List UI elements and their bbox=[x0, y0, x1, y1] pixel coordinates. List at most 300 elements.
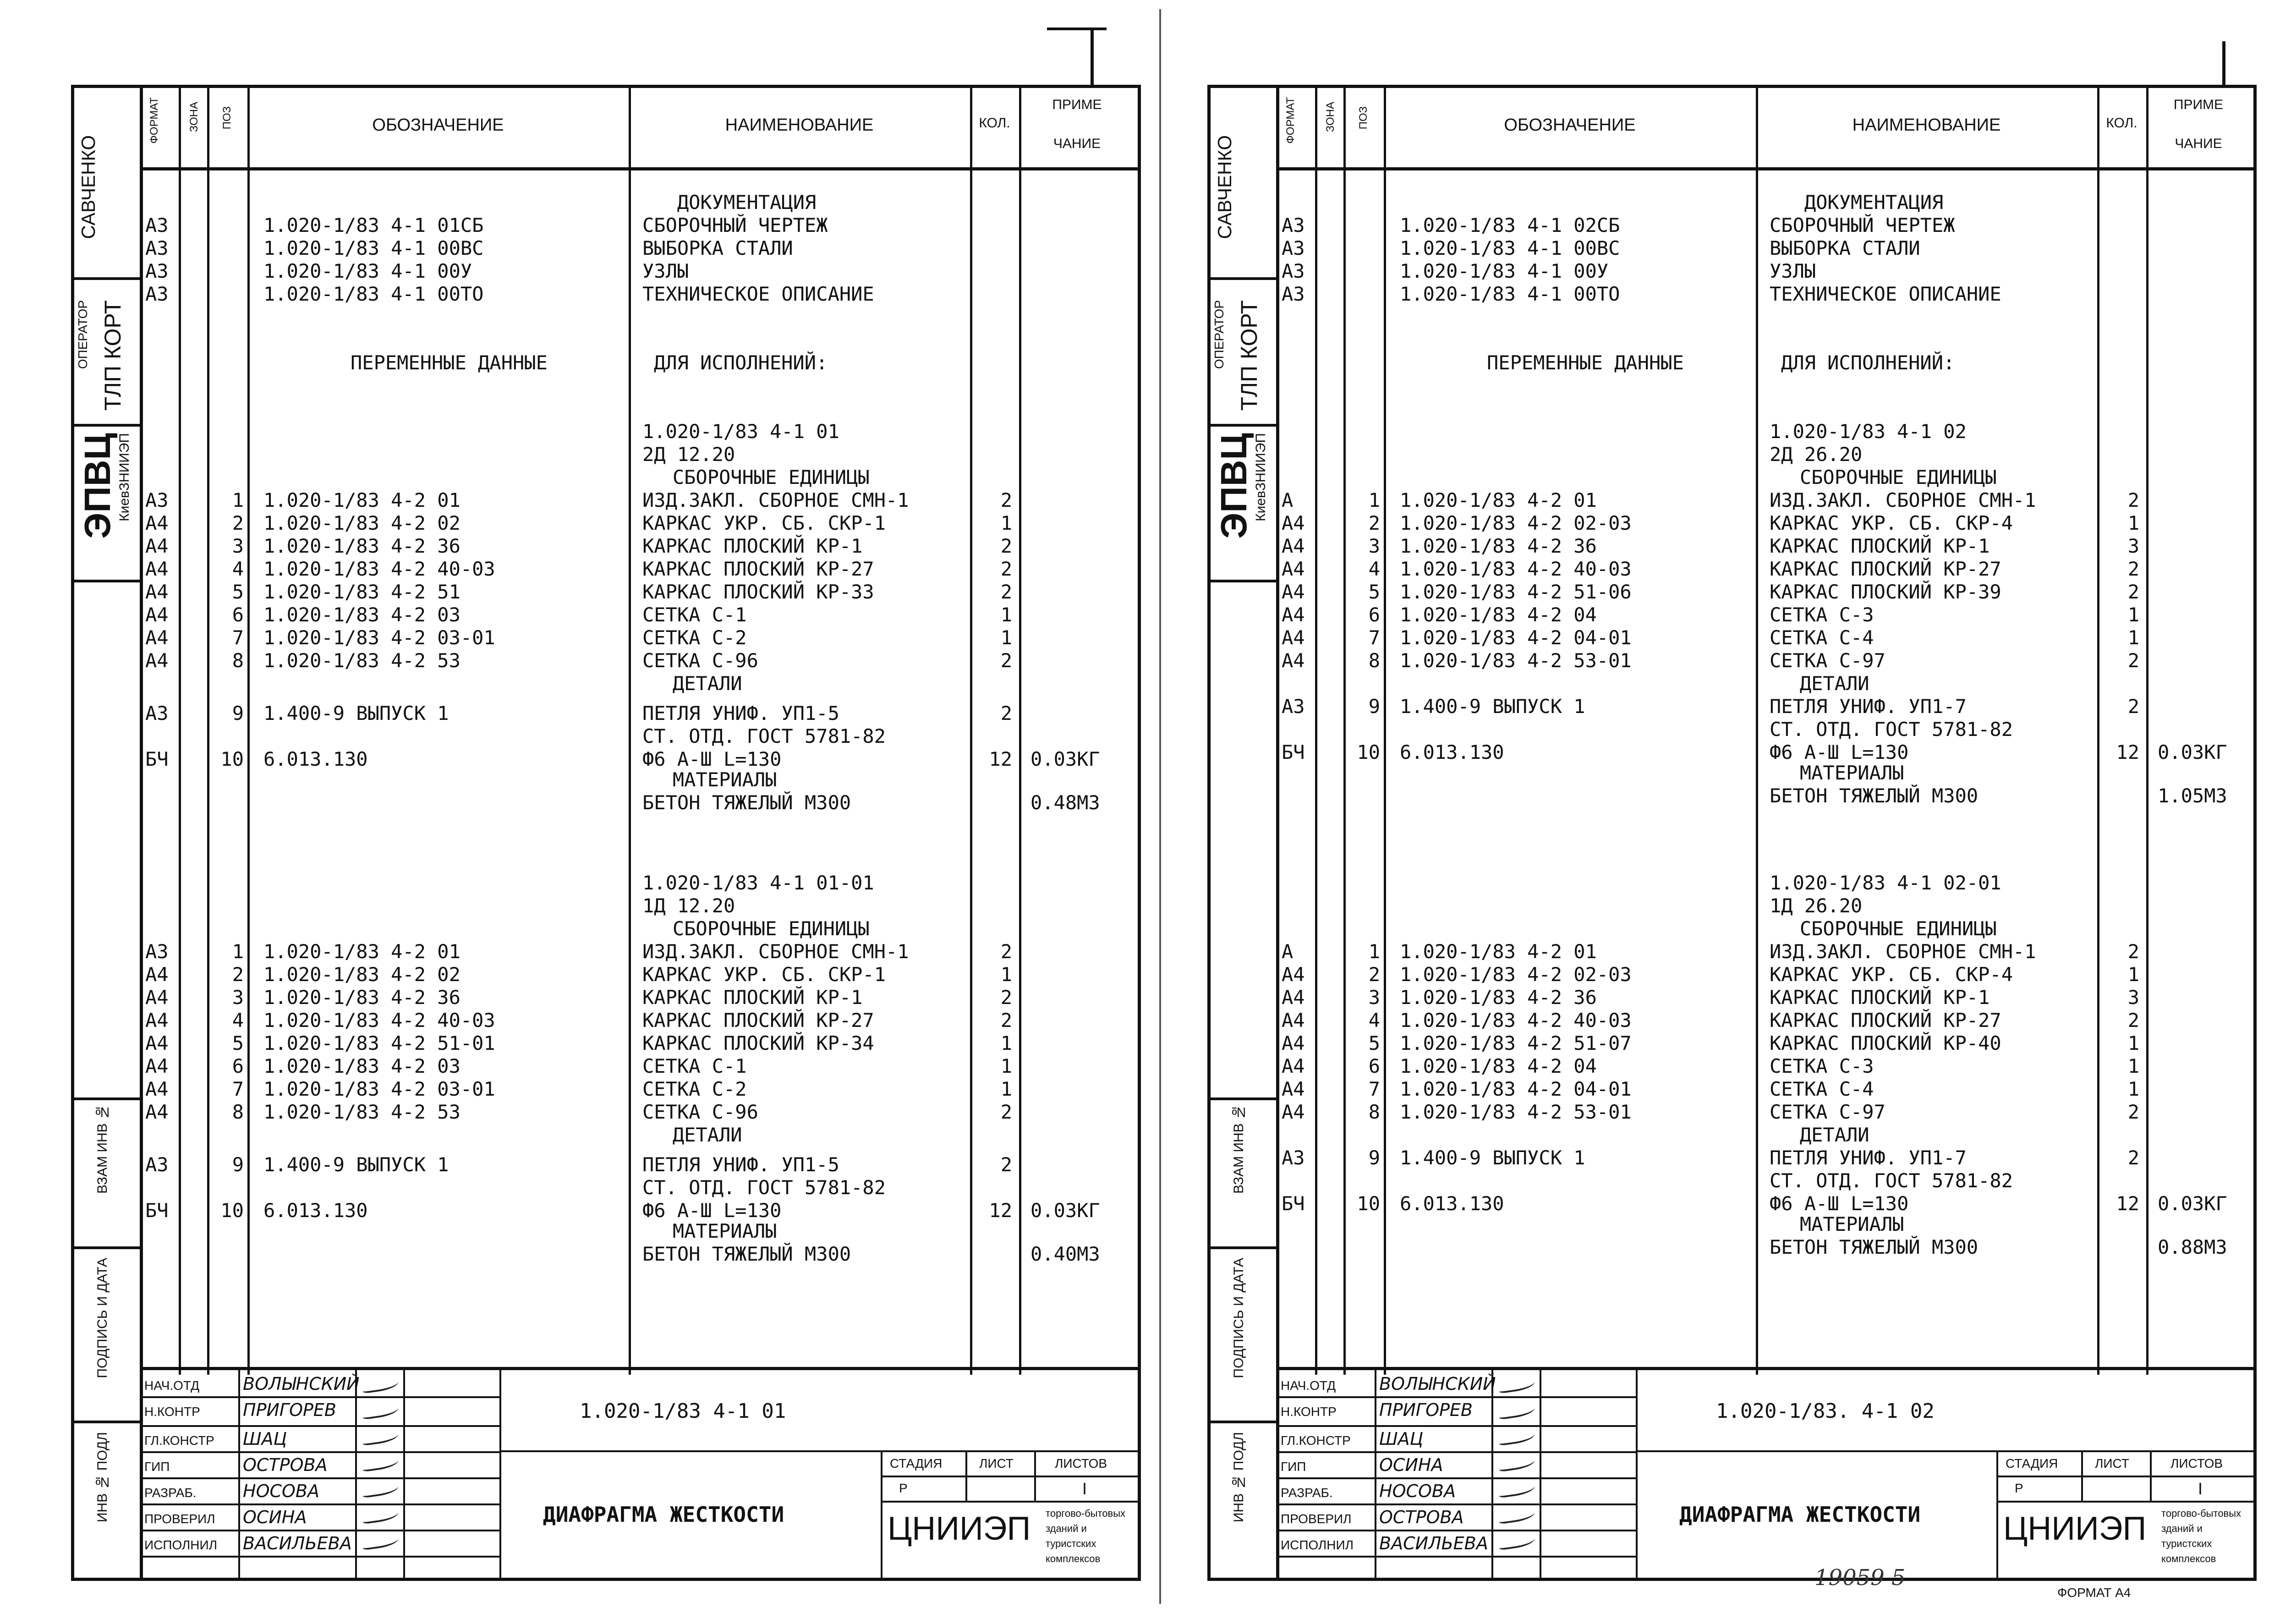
tb-sheet-label: ЛИСТ bbox=[979, 1456, 1014, 1470]
cell-name: СЕТКА С-2 bbox=[642, 626, 747, 649]
side-line bbox=[71, 1246, 140, 1249]
variable-data-right: ДЛЯ ИСПОЛНЕНИЙ: bbox=[654, 351, 828, 374]
tb-org-sub: туристских bbox=[1046, 1538, 1096, 1549]
cell-format: А bbox=[1282, 940, 1293, 963]
cell-pos: 10 bbox=[220, 1199, 244, 1222]
tb-person: ВОЛЫНСКИЙ bbox=[243, 1374, 360, 1394]
cell-name: КАРКАС ПЛОСКИЙ КР-27 bbox=[1770, 558, 2001, 580]
section-heading: МАТЕРИАЛЫ bbox=[1765, 762, 1904, 784]
tb-role: Н.КОНТР bbox=[1281, 1405, 1337, 1419]
cell-designation: 1.020-1/83 4-2 01 bbox=[263, 489, 460, 511]
cell-name: СЕТКА С-1 bbox=[642, 1055, 747, 1077]
tb-divider bbox=[499, 1370, 501, 1581]
group-title: 1.020-1/83 4-1 02-01 bbox=[1770, 872, 2001, 894]
tb-code: 1.020-1/83. 4-1 02 bbox=[1716, 1399, 1935, 1423]
cell-format: А3 bbox=[145, 283, 169, 305]
cell-name: КАРКАС ПЛОСКИЙ КР-27 bbox=[642, 558, 874, 580]
side-epvc: ЭПВЦ bbox=[1213, 433, 1254, 539]
cell-qty: 2 bbox=[2127, 1147, 2139, 1169]
cell-name: СЕТКА С-97 bbox=[1770, 1101, 1885, 1123]
cell-format: А4 bbox=[1282, 604, 1305, 626]
cell-pos: 10 bbox=[220, 748, 244, 770]
cell-format: А4 bbox=[145, 1009, 169, 1031]
header-pos: ПОЗ bbox=[1357, 106, 1370, 130]
tb-role: Н.КОНТР bbox=[144, 1405, 200, 1419]
cell-name: КАРКАС УКР. СБ. СКР-1 bbox=[642, 963, 886, 986]
cell-format: А4 bbox=[145, 1078, 169, 1100]
side-kiev: КиевЗНИИЭП bbox=[117, 433, 132, 521]
header-qty: КОЛ. bbox=[2106, 115, 2138, 131]
cell-qty: 2 bbox=[1000, 986, 1012, 1009]
cell-name: КАРКАС ПЛОСКИЙ КР-27 bbox=[1770, 1009, 2001, 1031]
cell-qty: 1 bbox=[1000, 1055, 1012, 1077]
tb-person: ОСТРОВА bbox=[1379, 1507, 1464, 1527]
cell-designation: 1.020-1/83 4-2 04 bbox=[1400, 1055, 1597, 1077]
cell-designation: 1.020-1/83 4-2 03-01 bbox=[263, 626, 495, 649]
cell-pos: 2 bbox=[1368, 512, 1380, 534]
cell-pos: 2 bbox=[1368, 963, 1380, 986]
side-podpis: ПОДПИСЬ И ДАТА bbox=[95, 1258, 110, 1378]
cell-pos: 1 bbox=[1368, 940, 1380, 963]
cell-name: Ф6 А-Ш L=130 bbox=[1770, 741, 1909, 763]
tb-divider bbox=[1491, 1370, 1493, 1581]
cell-pos: 4 bbox=[232, 1009, 244, 1031]
cell-designation: 1.020-1/83 4-2 02 bbox=[263, 963, 460, 986]
tb-divider bbox=[1540, 1370, 1541, 1581]
tb-person: ВАСИЛЬЕВА bbox=[243, 1533, 352, 1553]
tb-role: ГЛ.КОНСТР bbox=[1281, 1433, 1351, 1448]
cell-name: СЕТКА С-3 bbox=[1770, 1055, 1874, 1077]
cell-name: ПЕТЛЯ УНИФ. УП1-5 bbox=[642, 702, 839, 724]
cell-pos: 5 bbox=[232, 1032, 244, 1054]
cell-designation: 1.020-1/83 4-1 00ВС bbox=[1400, 237, 1620, 259]
tb-title: ДИАФРАГМА ЖЕСТКОСТИ bbox=[543, 1502, 784, 1527]
cell-name: ДОКУМЕНТАЦИЯ bbox=[1770, 191, 1944, 214]
signature-mark bbox=[1498, 1403, 1536, 1420]
cell-note: 0.48М3 bbox=[1030, 791, 1100, 814]
tb-row-line bbox=[140, 1503, 499, 1505]
tb-role: НАЧ.ОТД bbox=[144, 1378, 200, 1393]
tb-person: ОСТРОВА bbox=[243, 1455, 328, 1475]
cell-designation: 1.020-1/83 4-2 01 bbox=[1400, 940, 1597, 963]
cell-qty: 1 bbox=[1000, 626, 1012, 649]
tb-row-line bbox=[140, 1451, 499, 1453]
cell-designation: 1.020-1/83 4-2 51-01 bbox=[263, 1032, 495, 1054]
cell-name: КАРКАС ПЛОСКИЙ КР-27 bbox=[642, 1009, 874, 1031]
center-fold-line bbox=[1159, 9, 1161, 1604]
cell-pos: 10 bbox=[1357, 741, 1380, 763]
cell-format: А4 bbox=[145, 558, 169, 580]
cell-designation: 6.013.130 bbox=[1400, 1192, 1504, 1215]
cell-qty: 1 bbox=[2127, 1078, 2139, 1100]
signature-mark bbox=[362, 1455, 400, 1472]
side-inv: ИНВ № ПОДЛ bbox=[1231, 1432, 1246, 1523]
side-line bbox=[1207, 1421, 1276, 1423]
tb-role: ИСПОЛНИЛ bbox=[144, 1538, 218, 1552]
section-heading: СБОРОЧНЫЕ ЕДИНИЦЫ bbox=[638, 466, 870, 488]
side-line bbox=[1207, 424, 1276, 427]
tb-divider bbox=[1375, 1370, 1376, 1581]
side-line bbox=[71, 1097, 140, 1100]
cell-format: А3 bbox=[1282, 214, 1305, 236]
tb-stage-value: Р bbox=[899, 1481, 908, 1495]
cell-note: 0.40М3 bbox=[1030, 1243, 1100, 1265]
cell-name: ТЕХНИЧЕСКОЕ ОПИСАНИЕ bbox=[1770, 283, 2001, 305]
side-line bbox=[71, 580, 140, 582]
signature-mark bbox=[1498, 1534, 1536, 1551]
cell-designation: 1.020-1/83 4-1 00ТО bbox=[263, 283, 484, 305]
cell-designation: 1.020-1/83 4-2 51 bbox=[263, 581, 460, 603]
cell-format: А4 bbox=[145, 649, 169, 672]
tb-code: 1.020-1/83 4-1 01 bbox=[580, 1399, 786, 1423]
tb-row-line bbox=[140, 1396, 499, 1398]
side-epvc: ЭПВЦ bbox=[77, 433, 118, 539]
cell-format: А4 bbox=[1282, 626, 1305, 649]
cell-format: А4 bbox=[1282, 581, 1305, 603]
header-note-2: ЧАНИЕ bbox=[2175, 136, 2222, 151]
cell-format: БЧ bbox=[1282, 1192, 1305, 1215]
cell-format: А bbox=[1282, 489, 1293, 511]
cell-pos: 1 bbox=[232, 489, 244, 511]
section-heading: ДЕТАЛИ bbox=[1765, 1124, 1869, 1146]
cell-name: ПЕТЛЯ УНИФ. УП1-7 bbox=[1770, 695, 1967, 718]
cell-designation: 1.020-1/83 4-2 36 bbox=[263, 986, 460, 1009]
tb-role: ИСПОЛНИЛ bbox=[1281, 1538, 1354, 1552]
tb-role: ПРОВЕРИЛ bbox=[144, 1512, 215, 1526]
signature-mark bbox=[362, 1481, 400, 1498]
cell-format: А4 bbox=[1282, 1032, 1305, 1054]
tb-stage-label: СТАДИЯ bbox=[2006, 1456, 2058, 1470]
tb-sheets-label: ЛИСТОВ bbox=[1055, 1456, 1107, 1470]
signature-mark bbox=[362, 1429, 400, 1446]
cell-name: СТ. ОТД. ГОСТ 5781-82 bbox=[642, 1176, 886, 1199]
cell-designation: 1.020-1/83 4-2 51-07 bbox=[1400, 1032, 1632, 1054]
cell-note: 0.88М3 bbox=[2158, 1236, 2227, 1258]
cell-pos: 2 bbox=[232, 963, 244, 986]
tb-org-sub: торгово-бытовых bbox=[1046, 1508, 1126, 1519]
cell-pos: 2 bbox=[232, 512, 244, 534]
cell-pos: 8 bbox=[1368, 649, 1380, 672]
tb-divider bbox=[1636, 1370, 1638, 1581]
tb-row-line bbox=[140, 1477, 499, 1479]
cell-name: ВЫБОРКА СТАЛИ bbox=[642, 237, 793, 259]
tb-org-sub: зданий и bbox=[1046, 1523, 1087, 1534]
tb-person: ШАЦ bbox=[1379, 1429, 1424, 1449]
tb-row-line bbox=[1276, 1556, 1636, 1558]
cell-name: СТ. ОТД. ГОСТ 5781-82 bbox=[1770, 718, 2013, 741]
side-vzam: ВЗАМ ИНВ № bbox=[95, 1104, 110, 1194]
cell-designation: 1.020-1/83 4-1 00ТО bbox=[1400, 283, 1620, 305]
cell-designation: 1.020-1/83 4-2 40-03 bbox=[263, 1009, 495, 1031]
cell-format: А3 bbox=[1282, 283, 1305, 305]
column-divider bbox=[1343, 85, 1346, 1375]
cell-pos: 8 bbox=[1368, 1101, 1380, 1123]
section-heading: СБОРОЧНЫЕ ЕДИНИЦЫ bbox=[638, 917, 870, 940]
cell-qty: 2 bbox=[2127, 558, 2139, 580]
cell-format: А4 bbox=[145, 604, 169, 626]
cell-name: СЕТКА С-96 bbox=[642, 1101, 758, 1123]
cell-qty: 2 bbox=[2127, 581, 2139, 603]
cell-pos: 1 bbox=[1368, 489, 1380, 511]
tb-divider bbox=[1996, 1450, 1998, 1581]
cell-designation: 1.020-1/83 4-2 51-06 bbox=[1400, 581, 1632, 603]
cell-format: А4 bbox=[145, 581, 169, 603]
cell-name: СБОРОЧНЫЙ ЧЕРТЕЖ bbox=[642, 214, 828, 236]
cell-pos: 8 bbox=[232, 1101, 244, 1123]
cell-qty: 1 bbox=[1000, 1032, 1012, 1054]
cell-format: А3 bbox=[145, 214, 169, 236]
header-designation: ОБОЗНАЧЕНИЕ bbox=[372, 115, 504, 135]
tb-person: ПРИГОРЕВ bbox=[243, 1400, 336, 1420]
side-podpis: ПОДПИСЬ И ДАТА bbox=[1231, 1258, 1246, 1378]
column-divider bbox=[1315, 85, 1317, 1375]
cell-name: КАРКАС УКР. СБ. СКР-1 bbox=[642, 512, 886, 534]
cell-format: А4 bbox=[145, 1032, 169, 1054]
tb-divider bbox=[2150, 1450, 2152, 1501]
cell-qty: 1 bbox=[2127, 1032, 2139, 1054]
tb-sheets-value: I bbox=[2198, 1479, 2203, 1498]
tb-row-line bbox=[1276, 1503, 1636, 1505]
cell-qty: 3 bbox=[2127, 986, 2139, 1009]
cell-format: А4 bbox=[1282, 1101, 1305, 1123]
tb-divider bbox=[355, 1370, 357, 1581]
header-pos: ПОЗ bbox=[221, 106, 233, 130]
cell-designation: 1.020-1/83 4-2 40-03 bbox=[1400, 1009, 1632, 1031]
cell-name: КАРКАС УКР. СБ. СКР-4 bbox=[1770, 963, 2013, 986]
cell-format: А4 bbox=[145, 535, 169, 557]
cell-format: А3 bbox=[1282, 260, 1305, 282]
tb-row-line bbox=[140, 1556, 499, 1558]
cell-format: А4 bbox=[145, 963, 169, 986]
side-line bbox=[1207, 1097, 1276, 1100]
cell-name: УЗЛЫ bbox=[1770, 260, 1816, 282]
cell-name: ТЕХНИЧЕСКОЕ ОПИСАНИЕ bbox=[642, 283, 874, 305]
cell-name: СЕТКА С-2 bbox=[642, 1078, 747, 1100]
header-zone: ЗОНА bbox=[1324, 102, 1337, 132]
section-heading: МАТЕРИАЛЫ bbox=[638, 768, 777, 791]
cell-qty: 2 bbox=[1000, 649, 1012, 672]
variable-data-left: ПЕРЕМЕННЫЕ ДАННЫЕ bbox=[1487, 351, 1684, 374]
side-line bbox=[1207, 580, 1276, 582]
group-subtitle: 2Д 12.20 bbox=[642, 443, 735, 466]
tb-divider bbox=[238, 1370, 240, 1581]
signature-mark bbox=[1498, 1429, 1536, 1446]
side-operator: ОПЕРАТОР bbox=[76, 300, 90, 369]
cell-qty: 2 bbox=[2127, 1009, 2139, 1031]
header-zone: ЗОНА bbox=[188, 102, 200, 132]
cell-format: А4 bbox=[1282, 649, 1305, 672]
cell-pos: 3 bbox=[1368, 535, 1380, 557]
header-name: НАИМЕНОВАНИЕ bbox=[1852, 115, 2001, 135]
cell-name: ДОКУМЕНТАЦИЯ bbox=[642, 191, 817, 214]
group-subtitle: 1Д 12.20 bbox=[642, 894, 735, 917]
cell-qty: 1 bbox=[1000, 963, 1012, 986]
binding-mark-left-stem bbox=[1091, 27, 1094, 85]
column-divider bbox=[179, 85, 181, 1375]
header-note-2: ЧАНИЕ bbox=[1053, 136, 1101, 151]
cell-designation: 1.020-1/83 4-2 40-03 bbox=[1400, 558, 1632, 580]
cell-designation: 1.020-1/83 4-2 53 bbox=[263, 649, 460, 672]
side-savchenko: САВЧЕНКО bbox=[1214, 135, 1235, 239]
cell-designation: 1.020-1/83 4-2 02-03 bbox=[1400, 963, 1632, 986]
cell-designation: 6.013.130 bbox=[263, 1199, 368, 1222]
cell-name: СТ. ОТД. ГОСТ 5781-82 bbox=[642, 725, 886, 747]
sheet-right bbox=[1207, 85, 2257, 1581]
binding-mark-left bbox=[1047, 27, 1107, 30]
cell-name: ИЗД.ЗАКЛ. СБОРНОЕ СМН-1 bbox=[1770, 940, 2036, 963]
cell-designation: 1.400-9 ВЫПУСК 1 bbox=[1400, 1147, 1585, 1169]
cell-designation: 1.020-1/83 4-2 04-01 bbox=[1400, 1078, 1632, 1100]
cell-format: А4 bbox=[145, 986, 169, 1009]
cell-pos: 7 bbox=[1368, 1078, 1380, 1100]
cell-designation: 1.020-1/83 4-2 03-01 bbox=[263, 1078, 495, 1100]
side-line bbox=[71, 277, 140, 280]
tb-person: ВАСИЛЬЕВА bbox=[1379, 1533, 1488, 1553]
tb-org: ЦНИИЭП bbox=[2003, 1510, 2147, 1547]
cell-qty: 12 bbox=[989, 748, 1012, 770]
tb-row-line bbox=[1276, 1530, 1636, 1531]
variable-data-left: ПЕРЕМЕННЫЕ ДАННЫЕ bbox=[351, 351, 548, 374]
header-note-1: ПРИМЕ bbox=[2173, 97, 2224, 112]
tb-role: ГЛ.КОНСТР bbox=[144, 1433, 214, 1448]
cell-format: А3 bbox=[145, 940, 169, 963]
side-line bbox=[71, 1421, 140, 1423]
cell-name: ПЕТЛЯ УНИФ. УП1-5 bbox=[642, 1153, 839, 1176]
cell-qty: 2 bbox=[2127, 695, 2139, 718]
cell-qty: 2 bbox=[2127, 1101, 2139, 1123]
tb-person: ВОЛЫНСКИЙ bbox=[1379, 1374, 1496, 1394]
tb-person: ШАЦ bbox=[243, 1429, 287, 1449]
cell-qty: 1 bbox=[2127, 512, 2139, 534]
cell-format: А3 bbox=[145, 1153, 169, 1176]
cell-qty: 2 bbox=[1000, 1009, 1012, 1031]
group-title: 1.020-1/83 4-1 01-01 bbox=[642, 872, 874, 894]
signature-mark bbox=[1498, 1508, 1536, 1525]
side-line bbox=[1207, 1246, 1276, 1249]
cell-name: УЗЛЫ bbox=[642, 260, 689, 282]
tb-org-sub: туристских bbox=[2161, 1538, 2212, 1549]
tb-role: ГИП bbox=[144, 1459, 170, 1474]
cell-name: КАРКАС ПЛОСКИЙ КР-1 bbox=[642, 986, 863, 1009]
cell-format: А4 bbox=[1282, 535, 1305, 557]
cell-format: А3 bbox=[1282, 237, 1305, 259]
tb-person: ОСИНА bbox=[243, 1507, 307, 1527]
cell-designation: 1.020-1/83 4-2 02-03 bbox=[1400, 512, 1632, 534]
cell-designation: 1.020-1/83 4-1 00ВС bbox=[263, 237, 484, 259]
cell-name: БЕТОН ТЯЖЕЛЫЙ М300 bbox=[1770, 785, 1979, 807]
cell-format: А4 bbox=[1282, 558, 1305, 580]
cell-designation: 1.020-1/83 4-2 36 bbox=[263, 535, 460, 557]
cell-qty: 2 bbox=[1000, 489, 1012, 511]
side-vzam: ВЗАМ ИНВ № bbox=[1231, 1104, 1246, 1194]
signature-mark bbox=[362, 1377, 400, 1394]
cell-qty: 12 bbox=[2116, 1192, 2139, 1215]
cell-designation: 1.020-1/83 4-2 01 bbox=[1400, 489, 1597, 511]
cell-designation: 1.400-9 ВЫПУСК 1 bbox=[263, 702, 449, 724]
cell-format: А4 bbox=[145, 626, 169, 649]
cell-designation: 1.020-1/83 4-2 01 bbox=[263, 940, 460, 963]
cell-name: КАРКАС ПЛОСКИЙ КР-40 bbox=[1770, 1032, 2001, 1054]
cell-format: А3 bbox=[145, 489, 169, 511]
variable-data-right: ДЛЯ ИСПОЛНЕНИЙ: bbox=[1781, 351, 1955, 374]
column-divider bbox=[247, 85, 250, 1375]
cell-designation: 1.020-1/83 4-2 03 bbox=[263, 1055, 460, 1077]
side-tlp: ТЛП КОРТ bbox=[100, 300, 126, 411]
cell-designation: 6.013.130 bbox=[263, 748, 368, 770]
cell-qty: 2 bbox=[1000, 581, 1012, 603]
tb-role: ПРОВЕРИЛ bbox=[1281, 1512, 1352, 1526]
tb-person: НОСОВА bbox=[1379, 1481, 1456, 1501]
tb-divider bbox=[965, 1450, 967, 1501]
tb-row-line bbox=[881, 1501, 1141, 1503]
cell-qty: 1 bbox=[2127, 1055, 2139, 1077]
tb-row-line bbox=[1276, 1425, 1636, 1427]
cell-format: БЧ bbox=[145, 748, 169, 770]
cell-qty: 2 bbox=[1000, 535, 1012, 557]
header-format: ФОРМАТ bbox=[1284, 97, 1297, 144]
signature-mark bbox=[362, 1403, 400, 1420]
cell-qty: 1 bbox=[1000, 604, 1012, 626]
cell-pos: 5 bbox=[1368, 581, 1380, 603]
cell-note: 0.03КГ bbox=[1030, 1199, 1100, 1222]
header-note-1: ПРИМЕ bbox=[1052, 97, 1102, 112]
cell-qty: 2 bbox=[2127, 940, 2139, 963]
tb-divider bbox=[403, 1370, 405, 1581]
tb-org-sub: комплексов bbox=[2161, 1553, 2216, 1564]
cell-qty: 2 bbox=[1000, 702, 1012, 724]
column-divider bbox=[1756, 85, 1758, 1375]
cell-qty: 1 bbox=[2127, 963, 2139, 986]
cell-format: А4 bbox=[1282, 963, 1305, 986]
cell-name: КАРКАС ПЛОСКИЙ КР-34 bbox=[642, 1032, 874, 1054]
tb-row-line bbox=[1276, 1451, 1636, 1453]
cell-pos: 9 bbox=[232, 1153, 244, 1176]
cell-designation: 1.020-1/83 4-1 02СБ bbox=[1400, 214, 1620, 236]
tb-row-line bbox=[1996, 1476, 2257, 1477]
cell-name: ПЕТЛЯ УНИФ. УП1-7 bbox=[1770, 1147, 1967, 1169]
tb-title: ДИАФРАГМА ЖЕСТКОСТИ bbox=[1679, 1502, 1921, 1527]
section-heading: СБОРОЧНЫЕ ЕДИНИЦЫ bbox=[1765, 917, 1997, 940]
column-divider bbox=[2097, 85, 2099, 1375]
cell-format: А4 bbox=[1282, 986, 1305, 1009]
header-name: НАИМЕНОВАНИЕ bbox=[725, 115, 874, 135]
column-divider bbox=[1019, 85, 1021, 1375]
cell-name: ВЫБОРКА СТАЛИ bbox=[1770, 237, 1920, 259]
column-divider bbox=[207, 85, 209, 1375]
group-subtitle: 2Д 26.20 bbox=[1770, 443, 1863, 466]
cell-format: А4 bbox=[1282, 512, 1305, 534]
signature-mark bbox=[1498, 1377, 1536, 1394]
tb-row-line bbox=[1276, 1477, 1636, 1479]
cell-name: СБОРОЧНЫЙ ЧЕРТЕЖ bbox=[1770, 214, 1955, 236]
cell-pos: 4 bbox=[232, 558, 244, 580]
cell-designation: 1.020-1/83 4-1 01СБ bbox=[263, 214, 484, 236]
cell-name: ИЗД.ЗАКЛ. СБОРНОЕ СМН-1 bbox=[1770, 489, 2036, 511]
cell-qty: 1 bbox=[2127, 626, 2139, 649]
tb-row-line bbox=[140, 1425, 499, 1427]
cell-qty: 3 bbox=[2127, 535, 2139, 557]
cell-designation: 1.020-1/83 4-2 02 bbox=[263, 512, 460, 534]
tb-row-line bbox=[1276, 1396, 1636, 1398]
cell-pos: 4 bbox=[1368, 558, 1380, 580]
column-divider bbox=[970, 85, 972, 1375]
cell-name: ИЗД.ЗАКЛ. СБОРНОЕ СМН-1 bbox=[642, 489, 909, 511]
cell-name: КАРКАС ПЛОСКИЙ КР-33 bbox=[642, 581, 874, 603]
tb-row-line bbox=[881, 1476, 1141, 1477]
tb-row-line bbox=[1636, 1450, 2257, 1452]
tb-row-line bbox=[140, 1530, 499, 1531]
cell-name: БЕТОН ТЯЖЕЛЫЙ М300 bbox=[642, 1243, 851, 1265]
